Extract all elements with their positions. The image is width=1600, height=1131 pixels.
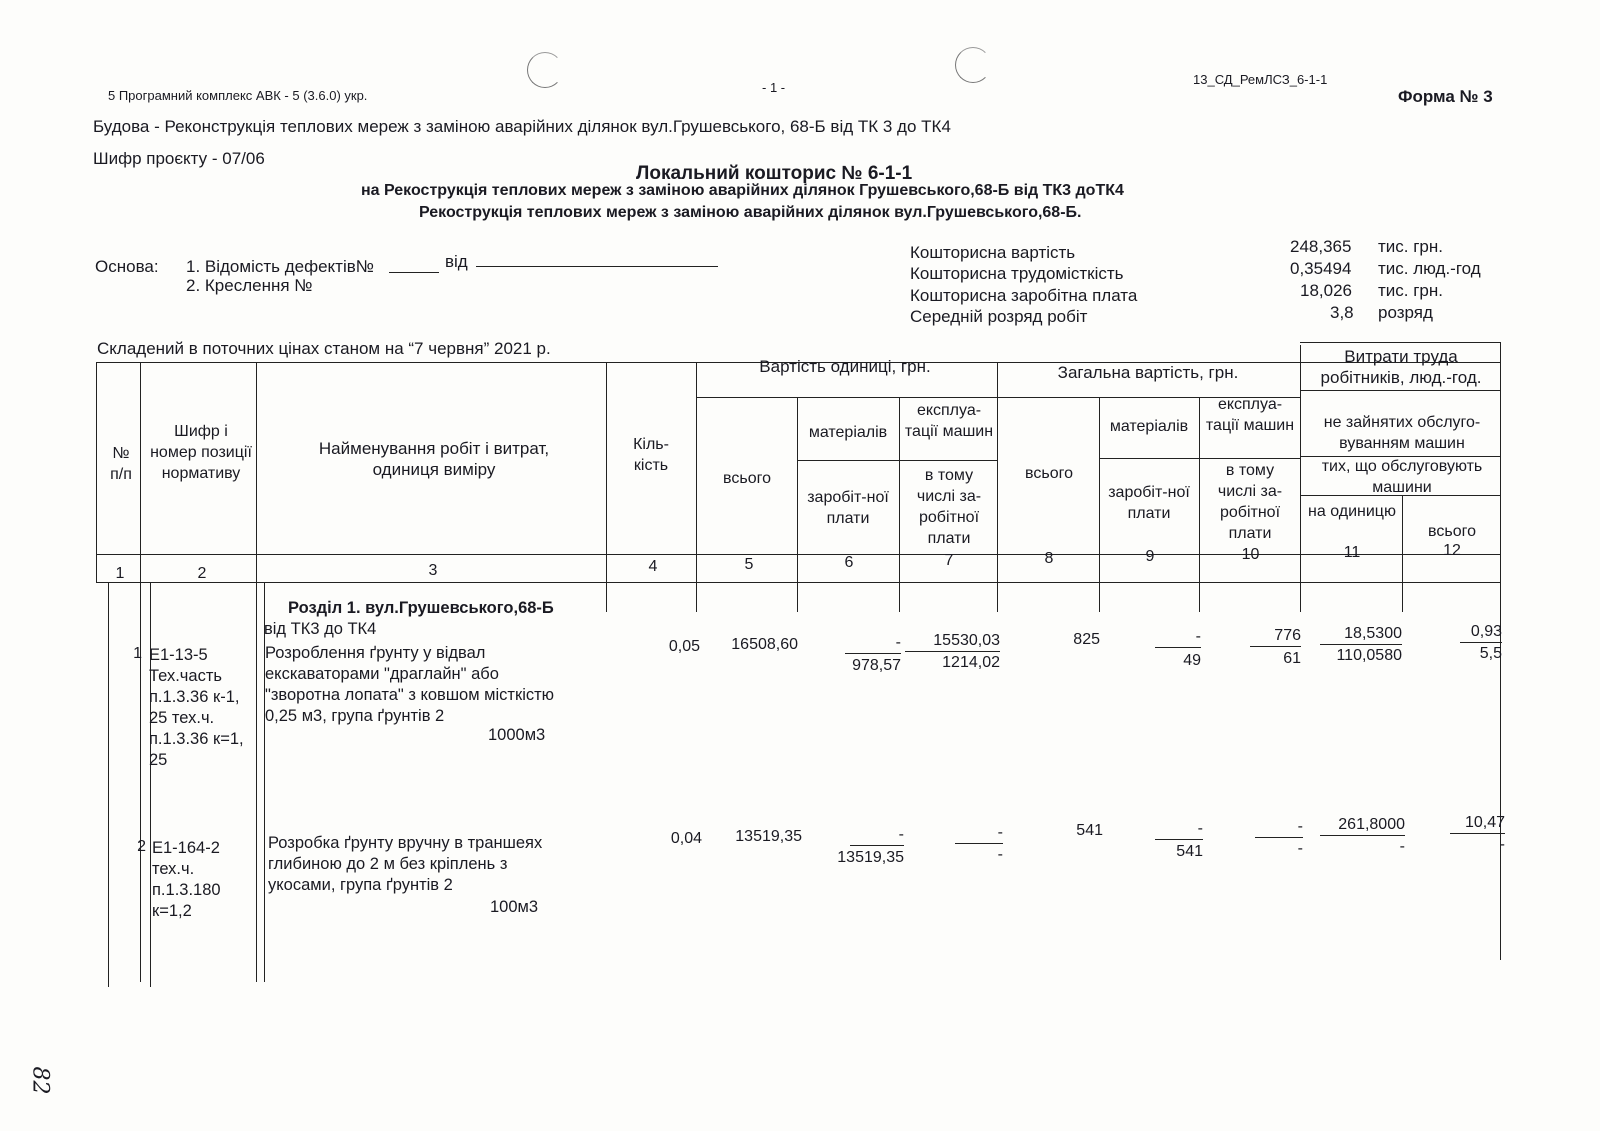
summary-label-wages: Кошторисна заробітна плата [910,286,1138,305]
v-col9 [1199,397,1200,612]
prices-date: Складений в поточних цінах станом на “7 червня” 2021 р. [97,339,551,358]
unit-all: 13519,35 [735,828,802,845]
col-num-4: 4 [648,558,658,575]
col-num-3: 3 [428,562,438,579]
v-border-left [96,362,97,582]
labor-total: 10,47 [1450,814,1505,834]
header-split-material [797,460,899,461]
col-num-6: 6 [844,554,854,571]
total-materials: - [1155,820,1203,840]
unit-cost-header: Вартість одиниці, грн. [759,357,931,376]
unit-machines: - [955,824,1003,844]
summary-label-labor: Кошторисна трудомісткість [910,264,1124,283]
unit-machines: 15530,03 [905,632,1000,652]
col-num-7: 7 [944,552,954,569]
unit-all: 16508,60 [731,636,798,653]
unit-materials-header: матеріалів [808,424,888,441]
total-machines-header: експлуа-тації машин [1205,396,1295,434]
summary-value-labor: 0,35494 [1290,259,1352,278]
total-incl-wages-header: в тому числі за-робітної плати [1217,462,1283,542]
v-col10 [1300,345,1301,612]
labor-not-machines-header: не зайнятих обслуго-вуванням машин [1323,414,1481,452]
total-cost-header: Загальна вартість, грн. [1057,363,1239,382]
labor-per-unit-header: на одиницю [1308,503,1396,520]
total-wages: 49 [1183,652,1201,669]
v-col1 [140,362,141,982]
total-wages-header: заробіт-ної плати [1108,484,1190,522]
row-number: 1 [133,645,142,662]
labor-total-machines: 5,5 [1479,645,1502,662]
unit-wages: 13519,35 [837,849,904,866]
unit-wages: 978,57 [852,657,901,674]
labor-total: 0,93 [1460,623,1502,643]
defects-number-line [389,272,439,273]
summary-unit-labor: тис. люд.-год [1378,259,1481,278]
header-split-machines [899,460,997,461]
summary-value-grade: 3,8 [1330,303,1354,322]
col-num-11: 11 [1343,544,1361,561]
col-num-2: 2 [197,565,207,582]
work-unit: 1000м3 [488,726,546,744]
total-materials: - [1155,628,1201,648]
col-number-header: № п/п [110,445,132,483]
header-split-machines-2 [1199,458,1300,459]
labor-header: Витрати труда робітників, люд.-год. [1320,347,1482,387]
section-title: Розділ 1. вул.Грушевського,68-Б [288,599,554,617]
row-number: 2 [137,838,146,855]
col-num-9: 9 [1145,548,1155,565]
col-num-12: 12 [1443,542,1461,559]
work-unit: 100м3 [490,898,539,916]
labor-top-border [1300,342,1500,343]
col-num-8: 8 [1044,550,1054,567]
unit-materials: - [850,826,904,846]
unit-machines-header: експлуа-тації машин [904,402,994,440]
col-num-10: 10 [1241,546,1260,563]
project-code: Шифр проєкту - 07/06 [93,149,265,168]
v-body-name [264,582,265,982]
header-subline-labor [1300,390,1500,391]
summary-unit-grade: розряд [1378,303,1433,322]
col-num-1: 1 [115,565,125,582]
qty: 0,05 [668,638,700,655]
estimate-subtitle-2: Рекострукція теплових мереж з заміною аварійних ділянок вул.Грушевського,68-Б. [419,204,1082,221]
building-name: Будова - Реконструкція теплових мереж з заміною аварійних ділянок вул.Грушевського, 68-Б від ТК 3 до ТК4 [93,117,951,136]
page-number: - 1 - [762,80,786,95]
work-name: Розроблення ґрунту у відвал екскаваторами "драглайн" або "зворотна лопата" з ковшом місткістю 0,25 м3, група ґрунтів 2 [265,644,555,725]
v-body-left [108,582,109,987]
total-wages: 541 [1176,843,1203,860]
basis-item-1-from: від [445,252,468,271]
summary-label-grade: Середній розряд робіт [910,307,1088,326]
total-all: 825 [1073,631,1100,648]
qty: 0,04 [670,830,702,847]
total-materials-header: матеріалів [1109,418,1189,435]
summary-value-wages: 18,026 [1300,281,1352,300]
defects-date-line [476,266,718,267]
file-code: 13_СД_РемЛСЗ_6-1-1 [1193,72,1328,87]
total-machines: 776 [1250,627,1301,647]
unit-materials: - [845,634,901,654]
col-name-header: Найменування робіт і витрат, одиниця виміру [318,439,550,479]
punch-hole-right [955,47,991,83]
labor-per-unit: 261,8000 [1320,816,1405,836]
unit-incl-wages-header: в тому числі за-робітної плати [916,467,982,547]
v-col6 [899,397,900,612]
col-num-5: 5 [744,556,754,573]
summary-value-cost: 248,365 [1290,237,1352,256]
work-name: Розробка ґрунту вручну в траншеях глибиною до 2 м без кріплень з укосами, група ґрунтів 2 [268,834,543,894]
labor-per-unit-machines: 110,0580 [1336,647,1402,664]
col-qty-header: Кіль-кість [633,436,669,474]
total-all: 541 [1076,822,1103,839]
labor-total-header: всього [1428,523,1476,540]
total-machines: - [1255,818,1303,838]
total-machines-wages: - [1297,840,1303,857]
punch-hole-left [527,52,563,88]
v-col4 [696,362,697,612]
unit-all-header: всього [723,470,771,487]
v-col3 [606,362,607,612]
summary-unit-cost: тис. грн. [1378,237,1443,256]
v-col7 [997,362,998,612]
unit-wages-header: заробіт-ної плати [807,489,889,527]
v-col11 [1402,495,1403,612]
estimate-title: Локальний кошторис № 6-1-1 [636,163,913,184]
form-number: Форма № 3 [1398,87,1493,106]
labor-machines-service-header: тих, що обслуговують машини [1321,458,1483,496]
unit-machines-wages: - [997,846,1003,863]
summary-unit-wages: тис. грн. [1378,281,1443,300]
v-col5 [797,397,798,612]
header-split-material-2 [1099,458,1199,459]
estimate-subtitle-1: на Рекострукція теплових мереж з заміною аварійних ділянок Грушевського,68-Б від ТК3 доТК4 [361,182,1124,199]
section-title-2: від ТК3 до ТК4 [264,620,377,638]
margin-handwritten-number: 82 [27,1066,53,1095]
col-code-header: Шифр і номер позиції нормативу [150,423,252,482]
total-machines-wages: 61 [1283,650,1301,667]
program-name: 5 Програмний комплекс АВК - 5 (3.6.0) укр. [108,88,368,103]
basis-item-2: 2. Креслення № [186,276,313,295]
norm-code: Е1-164-2 тех.ч. п.1.3.180 к=1,2 [152,839,221,920]
labor-total-machines: - [1499,836,1505,853]
v-col8 [1099,397,1100,612]
v-body-code [150,582,151,987]
unit-machines-wages: 1214,02 [942,654,1000,671]
norm-code: Е1-13-5 Тех.часть п.1.3.36 к-1, 25 тех.ч. п.1.3.36 к=1, 25 [149,646,244,769]
labor-per-unit-machines: - [1399,838,1405,855]
summary-label-cost: Кошторисна вартість [910,243,1076,262]
total-all-header: всього [1025,465,1073,482]
basis-label: Основа: [95,257,159,276]
colnum-bottom [96,582,1500,583]
basis-item-1: 1. Відомість дефектів№ [186,257,374,276]
labor-per-unit: 18,5300 [1320,625,1402,645]
